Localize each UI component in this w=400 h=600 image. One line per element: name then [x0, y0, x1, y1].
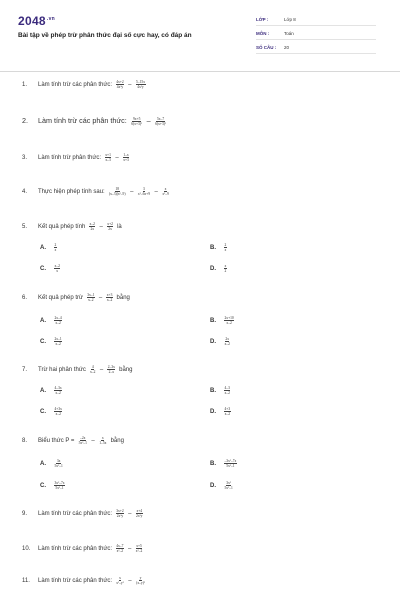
answer-option-6c[interactable] [40, 337, 64, 346]
fraction-denominator: x–2 [90, 370, 96, 374]
fraction-denominator: 2–x [108, 370, 115, 374]
fraction-numerator: 2x–4 [54, 316, 62, 320]
option-label: D. [210, 339, 216, 346]
fraction [224, 337, 230, 346]
fraction-denominator: 5x²–1 [54, 464, 63, 468]
document-title: Bài tập về phép trừ phân thức đại số cực hay, có đáp án [18, 32, 192, 39]
fraction [224, 459, 237, 468]
fraction-numerator: 3x–1 [87, 293, 95, 297]
fraction [90, 365, 96, 374]
question-2: 2. Làm tính trừ các phân thức: $\frac{9x+5}{\text{6(x+3)²}}$ – $\frac{5x-7}{\text{6(x+3)²}}$ [22, 116, 167, 126]
fraction-denominator: x–2 [224, 391, 230, 395]
question-1: 1. Làm tính trừ các phân thức: $\frac{4x+2}{\text{4x²y}}$ – $\frac{5-15x}{\text{4x²y}}$ [22, 80, 145, 89]
option-label: B. [210, 318, 216, 325]
fraction [224, 386, 230, 395]
fraction-denominator: 1–5x [99, 441, 107, 445]
question-4: 4. Thực hiện phép tính sau: $\frac{18}{\text{(x–3)(x²–9)}}$ – $\frac{3}{\text{x²–6x+9}}$ – $\frac{x}{\text{x²–9}}$ [22, 187, 169, 196]
fraction [136, 576, 146, 585]
question-9: 9. Làm tính trừ các phân thức: $\frac{3x+2}{\text{2x²y}}$ – $\frac{x+4}{\text{2x²y}}$ [22, 509, 143, 518]
question-8: 8. Biểu thức P = $\frac{-2x}{\text{5x²–1}}$ – $\frac{x}{1-5x}$ bằng [22, 436, 124, 445]
fraction-denominator: 4x²y [116, 85, 124, 89]
fraction-denominator: 2x [90, 227, 95, 231]
document-header [0, 0, 400, 72]
fraction [135, 544, 142, 553]
fraction [136, 509, 143, 518]
fraction [224, 481, 233, 490]
fraction-denominator: x–2 [106, 298, 113, 302]
fraction-denominator: x+3 [123, 158, 129, 162]
fraction-numerator: x+1 [105, 153, 111, 157]
question-11: 11. Làm tính trừ các phân thức: $\frac{x}{\text{x²–y²}}$ – $\frac{y}{\text{(x–y)²}}$ [22, 576, 146, 585]
operator: – [91, 438, 95, 445]
fraction-denominator: x–2 [224, 342, 230, 346]
fraction-denominator: 2x²y [116, 514, 124, 518]
question-3: 3. Làm tính trừ phân thức: $\frac{x+1}{x-3}$ – $\frac{1-x}{x+3}$ [22, 153, 129, 162]
meta-grade: LỚP : Lớp 8 [256, 14, 376, 26]
fraction-denominator: x²–2 [135, 549, 143, 553]
question-6: 6. Kết quả phép trừ $\frac{3x-1}{x-2}$ – $\frac{x+3}{x-2}$ bằng [22, 293, 130, 302]
option-label: B. [210, 388, 216, 395]
option-label: C. [40, 339, 46, 346]
fraction-numerator: 3x²–7x [54, 481, 65, 485]
answer-option-5b[interactable] [210, 243, 229, 252]
fraction-numerator: 4x+2 [116, 80, 124, 84]
operator: – [154, 189, 158, 196]
operator: – [128, 82, 132, 89]
fraction-denominator: 2 [224, 269, 227, 273]
fraction-numerator: x+4 [136, 509, 143, 513]
fraction [89, 222, 95, 231]
fraction-denominator: x–2 [88, 298, 94, 302]
fraction [54, 243, 57, 252]
answer-option-5a[interactable] [40, 243, 59, 252]
fraction [54, 386, 62, 395]
operator: – [115, 155, 119, 162]
fraction-numerator: y [139, 576, 142, 580]
operator: – [130, 189, 134, 196]
fraction [54, 316, 62, 325]
operator: – [128, 578, 132, 585]
option-label: A. [40, 318, 46, 325]
answer-option-5c[interactable] [40, 264, 62, 273]
fraction-denominator: x [54, 248, 57, 252]
fraction-numerator: 3x+2 [116, 509, 124, 513]
fraction-numerator: 2–3x [107, 365, 115, 369]
fraction [106, 293, 113, 302]
answer-option-8a[interactable] [40, 459, 65, 468]
fraction [224, 264, 227, 273]
fraction-numerator: x [164, 187, 167, 191]
fraction [107, 365, 115, 374]
answer-option-8d[interactable] [210, 481, 235, 490]
fraction-denominator: x²–6x+9 [137, 192, 150, 196]
option-label: C. [40, 483, 46, 490]
fraction-numerator: 5–15x [136, 80, 145, 84]
fraction-numerator: 5x–7 [156, 116, 165, 121]
option-label: C. [40, 409, 46, 416]
operator: – [99, 367, 104, 374]
fraction-denominator: x [56, 269, 59, 273]
fraction [224, 316, 234, 325]
meta-question-count: SỐ CÂU : 20 [256, 42, 376, 54]
fraction-numerator: 2x [225, 337, 229, 341]
question-5: 5. Kết quả phép tính $\frac{x-2}{2x}$ – $\frac{x+2}{2x}$ là [22, 222, 122, 231]
fraction-denominator: x–2 [226, 321, 232, 325]
fraction-numerator: 2x–1 [54, 337, 62, 341]
fraction-denominator: 5x²–1 [226, 464, 235, 468]
fraction-numerator: 2 [224, 243, 227, 247]
answer-option-5d[interactable] [210, 264, 229, 273]
operator: – [99, 224, 103, 231]
fraction [224, 407, 231, 416]
fraction-numerator: 3x² [226, 481, 231, 485]
fraction [116, 576, 125, 585]
fraction-denominator: 2x²y [136, 514, 143, 518]
answer-option-8b[interactable] [210, 459, 239, 468]
fraction-numerator: –2x [80, 436, 86, 440]
fraction [108, 187, 126, 196]
operator: – [127, 546, 132, 553]
fraction-denominator: 2x [108, 227, 112, 231]
fraction [54, 337, 62, 346]
operator: – [98, 295, 103, 302]
fraction-numerator: 3 [143, 187, 145, 191]
fraction-denominator: x²–9 [162, 192, 169, 196]
fraction-numerator: 18 [115, 187, 120, 191]
fraction-denominator: 6(x+3)² [131, 121, 143, 126]
fraction-numerator: 4+3x [54, 407, 62, 411]
fraction-denominator: x²–2 [116, 549, 124, 553]
fraction-numerator: 2 [54, 243, 57, 247]
fraction-denominator: x–2 [55, 391, 61, 395]
fraction-denominator: 4x²y [137, 85, 144, 89]
fraction-numerator: x–2 [54, 264, 60, 268]
option-label: B. [210, 245, 216, 252]
fraction [107, 222, 114, 231]
fraction-numerator: x [101, 436, 104, 440]
answer-option-6b[interactable] [210, 316, 236, 325]
question-10: 10. Làm tính trừ các phân thức: $\frac{4x-7}{\text{x²–2}}$ – $\frac{x+5}{\text{x²–2}}$ [22, 544, 143, 553]
fraction-denominator: x [224, 248, 227, 252]
meta-subject: MÔN : Toán [256, 28, 376, 40]
fraction-denominator: x²–y² [116, 581, 124, 585]
fraction-numerator: x+2 [107, 222, 113, 226]
site-logo[interactable]: $2048^{.vn}$ [18, 14, 56, 28]
fraction-numerator: x+3 [106, 293, 113, 297]
fraction-denominator: (x–y)² [136, 581, 146, 585]
fraction-denominator: x–3 [105, 158, 111, 162]
fraction [87, 293, 95, 302]
option-label: B. [210, 461, 216, 468]
fraction [54, 407, 62, 416]
fraction-numerator: x+5 [136, 544, 142, 548]
fraction-denominator: 6(x+3)² [155, 121, 167, 126]
fraction [162, 187, 169, 196]
fraction [116, 80, 124, 89]
operator: – [128, 511, 132, 518]
fraction [136, 80, 146, 89]
fraction-denominator: x–2 [224, 412, 230, 416]
answer-option-6d[interactable] [210, 337, 232, 346]
fraction [137, 187, 150, 196]
fraction [131, 117, 143, 126]
fraction-numerator: 1–x [123, 153, 129, 157]
fraction-denominator: x–2 [55, 342, 61, 346]
fraction-numerator: –3x²–7x [224, 459, 237, 463]
option-label: C. [40, 266, 46, 273]
fraction-denominator: x–2 [55, 321, 61, 325]
fraction-numerator: 4–3x [54, 386, 62, 390]
fraction [155, 117, 167, 126]
option-label: A. [40, 245, 46, 252]
fraction-numerator: 4x–7 [116, 544, 124, 548]
fraction-denominator: (x–3)(x²–9) [108, 192, 126, 196]
fraction-numerator: 2x+10 [224, 316, 234, 320]
fraction-numerator: 3x [56, 459, 61, 463]
fraction-numerator: x [119, 576, 121, 580]
option-label: D. [210, 409, 216, 416]
fraction [54, 459, 63, 468]
answer-option-8c[interactable] [40, 481, 67, 490]
fraction-denominator: 5x²–1 [78, 441, 87, 445]
fraction-numerator: x [224, 264, 227, 268]
fraction-numerator: 4–3 [224, 386, 230, 390]
fraction [123, 153, 130, 162]
answer-option-6a[interactable] [40, 316, 64, 325]
fraction-denominator: x–2 [55, 412, 61, 416]
fraction [105, 153, 112, 162]
fraction-numerator: 4 [91, 365, 94, 369]
question-7: 7. Trừ hai phân thức $\frac{4}{x-2}$ – $\frac{2-3x}{2-x}$ bằng [22, 365, 133, 374]
fraction [54, 264, 60, 273]
fraction [54, 481, 65, 490]
option-label: D. [210, 266, 216, 273]
operator: – [146, 116, 151, 125]
option-label: A. [40, 388, 46, 395]
fraction [99, 436, 107, 445]
option-label: A. [40, 461, 46, 468]
fraction [78, 436, 87, 445]
fraction [116, 509, 124, 518]
fraction-numerator: 4+3 [224, 407, 231, 411]
fraction-denominator: 5x²–1 [224, 486, 233, 490]
fraction [116, 544, 124, 553]
fraction-numerator: x–2 [89, 222, 95, 226]
answer-option-7c[interactable] [40, 407, 64, 416]
answer-option-7d[interactable] [210, 407, 233, 416]
fraction-numerator: 9x+5 [132, 116, 141, 121]
fraction [224, 243, 227, 252]
answer-option-7a[interactable] [40, 386, 64, 395]
answer-option-7b[interactable] [210, 386, 232, 395]
fraction-denominator: 5x²–1 [55, 486, 64, 490]
option-label: D. [210, 483, 216, 490]
